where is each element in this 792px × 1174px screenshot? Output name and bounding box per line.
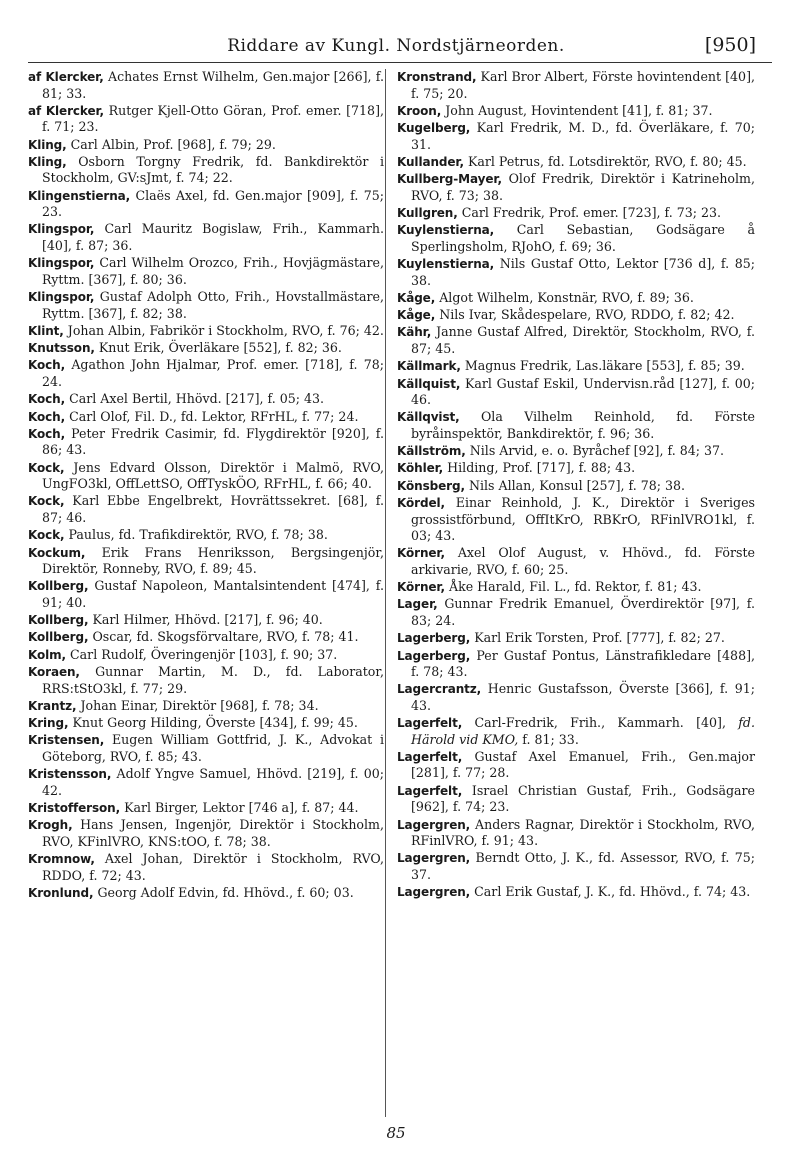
entry-text: Jens Edvard Olsson, Direktör i Malmö, RVO, UngFO3kl, OffLettSO, OffTyskÖO, RFrHL, f. 66; 40. — [42, 459, 384, 492]
entry-text: Achates Ernst Wilhelm, Gen.major [266], f. 81; 33. — [42, 69, 385, 101]
directory-entry — [397, 478, 755, 495]
directory-entry — [28, 221, 384, 254]
entry-italic-note: fd. Härold vid KMO, — [411, 715, 755, 747]
entry-surname: Kugelberg, — [397, 121, 471, 136]
entry-text: Carl Rudolf, Överingenjör [103], f. 90; 37. — [70, 646, 338, 662]
entry-surname: Kullberg-Mayer, — [397, 172, 502, 187]
entry-text: Johan Albin, Fabrikör i Stockholm, RVO, f. 76; 42. — [67, 322, 384, 338]
entry-surname: Lagerfelt, — [397, 749, 463, 764]
directory-entry — [397, 307, 755, 324]
directory-entry — [28, 493, 384, 526]
directory-entry — [397, 324, 755, 357]
entry-text: Carl Axel Bertil, Hhövd. [217], f. 05; 43. — [69, 391, 325, 407]
entry-text: John August, Hovintendent [41], f. 81; 37. — [445, 102, 713, 118]
directory-entry — [397, 171, 755, 204]
entry-surname: Klint, — [28, 323, 64, 338]
entry-text: Karl Erik Torsten, Prof. [777], f. 82; 27. — [474, 630, 725, 646]
entry-text: Knut Erik, Överläkare [552], f. 82; 36. — [98, 340, 342, 356]
directory-entry — [397, 256, 755, 289]
entry-surname: Kronlund, — [28, 885, 94, 900]
directory-entry — [397, 290, 755, 307]
entry-surname: Kling, — [28, 154, 67, 169]
entry-text: Ola Vilhelm Reinhold, fd. Förste byråinspektör, Bankdirektör, f. 96; 36. — [411, 409, 755, 441]
entry-text: Hilding, Prof. [717], f. 88; 43. — [447, 460, 636, 476]
entry-text: Einar Reinhold, J. K., Direktör i Sveriges grossistförbund, OffItKrO, RBKrO, RFinlVRO1kl, f. 03; 43. — [411, 495, 755, 544]
entry-text: Adolf Yngve Samuel, Hhövd. [219], f. 00; 42. — [42, 766, 384, 798]
directory-entry — [28, 323, 384, 340]
directory-entry — [28, 391, 384, 408]
entry-text: Åke Harald, Fil. L., fd. Rektor, f. 81; 43. — [448, 579, 702, 595]
entry-surname: Kähr, — [397, 325, 432, 340]
entry-text: Nils Gustaf Otto, Lektor [736 d], f. 85; 38. — [411, 256, 755, 288]
directory-entry — [397, 884, 755, 901]
directory-entry — [28, 289, 384, 322]
directory-entry — [397, 495, 755, 545]
header-rule — [28, 62, 772, 63]
directory-entry — [28, 612, 384, 629]
directory-entry — [397, 681, 755, 714]
entry-surname: Kullander, — [397, 154, 464, 169]
entry-text: Carl Fredrik, Prof. emer. [723], f. 73; 23. — [461, 204, 722, 220]
column-divider — [385, 69, 386, 1117]
entry-text: Karl Hilmer, Hhövd. [217], f. 96; 40. — [92, 612, 323, 628]
directory-entry — [397, 596, 755, 629]
directory-entry — [397, 630, 755, 647]
directory-entry — [28, 698, 384, 715]
entry-surname: Kollberg, — [28, 579, 89, 594]
entry-text: Eugen William Gottfrid, J. K., Advokat i Göteborg, RVO, f. 85; 43. — [42, 732, 384, 764]
entry-text: Karl Fredrik, M. D., fd. Överläkare, f. 70; 31. — [411, 120, 755, 152]
directory-entry — [397, 205, 755, 222]
entry-surname: Lagercrantz, — [397, 682, 482, 697]
entry-text: Anders Ragnar, Direktör i Stockholm, RVO, RFinlVRO, f. 91; 43. — [411, 816, 755, 849]
directory-entry — [397, 460, 755, 477]
entry-text: Georg Adolf Edvin, fd. Hhövd., f. 60; 03. — [97, 884, 354, 900]
entry-surname: Källmark, — [397, 359, 461, 374]
entry-text: Claës Axel, fd. Gen.major [909], f. 75; 23. — [42, 187, 384, 220]
directory-entry — [28, 629, 384, 646]
entry-surname: Lager, — [397, 597, 438, 612]
page-title: Riddare av Kungl. Nordstjärneorden. — [227, 36, 565, 56]
directory-entry — [397, 648, 755, 681]
directory-entry — [397, 154, 755, 171]
directory-entry — [397, 817, 755, 850]
right-column — [397, 69, 755, 901]
entry-text: Oscar, fd. Skogsförvaltare, RVO, f. 78; 41. — [92, 629, 359, 645]
directory-entry — [28, 715, 384, 732]
entry-surname: Klingspor, — [28, 290, 95, 305]
page-footer-number: 85 — [386, 1124, 406, 1142]
entry-surname: Lagergren, — [397, 851, 471, 866]
entry-text: Gunnar Martin, M. D., fd. Laborator, RRS:tStO3kl, f. 77; 29. — [42, 664, 384, 696]
entry-surname: Kristensson, — [28, 767, 112, 782]
directory-entry — [397, 850, 755, 883]
entry-surname: af Klercker, — [28, 70, 104, 84]
entry-surname: Kling, — [28, 137, 67, 152]
directory-entry — [28, 851, 384, 884]
entry-text: Hans Jensen, Ingenjör, Direktör i Stockholm, RVO, KFinlVRO, KNS:tOO, f. 78; 38. — [42, 817, 384, 849]
entry-text: Henric Gustafsson, Överste [366], f. 91; 43. — [411, 681, 755, 713]
entry-surname: Klingspor, — [28, 256, 95, 271]
entry-surname: Koch, — [28, 358, 66, 373]
directory-entry — [28, 460, 384, 493]
entry-text: Carl Sebastian, Godsägare å Sperlingsholm, RJohO, f. 69; 36. — [411, 222, 755, 254]
entry-surname: Kring, — [28, 716, 69, 731]
directory-entry — [28, 154, 384, 187]
directory-entry — [397, 749, 755, 782]
entry-surname: Körner, — [397, 546, 445, 561]
directory-entry — [28, 357, 384, 390]
entry-surname: Kåge, — [397, 290, 436, 305]
directory-entry — [397, 545, 755, 578]
directory-entry — [28, 137, 384, 154]
entry-text: Osborn Torgny Fredrik, fd. Bankdirektör i Stockholm, GV:sJmt, f. 74; 22. — [42, 153, 384, 186]
directory-entry — [28, 103, 384, 136]
entry-surname: Lagergren, — [397, 885, 471, 900]
directory-entry — [28, 340, 384, 357]
entry-text: Rutger Kjell-Otto Göran, Prof. emer. [718], f. 71; 23. — [42, 102, 384, 135]
directory-entry — [28, 885, 384, 902]
entry-text: Peter Fredrik Casimir, fd. Flygdirektör [920], f. 86; 43. — [42, 425, 385, 458]
entry-surname: Klingspor, — [28, 222, 95, 237]
entry-text: Nils Arvid, e. o. Byråchef [92], f. 84; 37. — [469, 443, 724, 459]
entry-surname: Lagerfelt, — [397, 716, 463, 731]
left-column — [28, 69, 384, 902]
entry-surname: Kockum, — [28, 545, 86, 560]
entry-surname: Könsberg, — [397, 478, 465, 493]
entry-text: Nils Ivar, Skådespelare, RVO, RDDO, f. 82; 42. — [439, 307, 735, 323]
entry-surname: Lagerberg, — [397, 631, 471, 646]
entry-surname: Krogh, — [28, 818, 73, 833]
entry-surname: Lagergren, — [397, 817, 471, 832]
directory-entry — [28, 255, 384, 288]
entry-surname: Koraen, — [28, 665, 80, 680]
directory-entry — [28, 817, 384, 850]
directory-entry — [397, 376, 755, 409]
entry-surname: Kolm, — [28, 647, 67, 662]
entry-text-tail: f. 81; 33. — [518, 731, 579, 747]
directory-entry — [397, 715, 755, 748]
entry-text: Carl Olof, Fil. D., fd. Lektor, RFrHL, f. 77; 24. — [69, 408, 359, 424]
directory-entry — [397, 120, 755, 153]
entry-surname: Källqvist, — [397, 410, 460, 425]
directory-entry — [28, 69, 384, 102]
entry-text: Agathon John Hjalmar, Prof. emer. [718], f. 78; 24. — [42, 357, 384, 389]
page-number-top: [950] — [704, 34, 756, 56]
entry-surname: Källquist, — [397, 376, 461, 391]
directory-entry — [397, 103, 755, 120]
entry-surname: Knutsson, — [28, 341, 95, 356]
entry-text: Israel Christian Gustaf, Frih., Godsägare [962], f. 74; 23. — [411, 782, 755, 815]
entry-text: Berndt Otto, J. K., fd. Assessor, RVO, f. 75; 37. — [411, 850, 755, 882]
entry-text: Gustaf Axel Emanuel, Frih., Gen.major [281], f. 77; 28. — [411, 748, 755, 781]
entry-text: Gunnar Fredrik Emanuel, Överdirektör [97], f. 83; 24. — [411, 596, 755, 628]
entry-surname: Krantz, — [28, 698, 77, 713]
directory-entry — [28, 732, 384, 765]
entry-surname: Kuylenstierna, — [397, 223, 495, 238]
entry-surname: Kristofferson, — [28, 801, 121, 816]
directory-entry — [28, 800, 384, 817]
entry-text: Olof Fredrik, Direktör i Katrineholm, RVO, f. 73; 38. — [411, 171, 755, 203]
entry-surname: Kroon, — [397, 103, 442, 118]
entry-surname: Kollberg, — [28, 630, 89, 645]
directory-entry — [397, 443, 755, 460]
entry-surname: Köhler, — [397, 461, 444, 476]
entry-text: Axel Johan, Direktör i Stockholm, RVO, RDDO, f. 72; 43. — [42, 851, 384, 883]
directory-entry — [397, 69, 755, 102]
entry-text: Carl Erik Gustaf, J. K., fd. Hhövd., f. 74; 43. — [474, 884, 751, 900]
entry-text: Carl Mauritz Bogislaw, Frih., Kammarh. [40], f. 87; 36. — [42, 221, 384, 253]
directory-entry — [28, 409, 384, 426]
entry-surname: af Klercker, — [28, 103, 105, 118]
entry-text: Erik Frans Henriksson, Bergsingenjör, Direktör, Ronneby, RVO, f. 89; 45. — [42, 544, 384, 577]
entry-surname: Källström, — [397, 444, 466, 459]
entry-text: Carl-Fredrik, Frih., Kammarh. [40], — [474, 715, 739, 731]
directory-entry — [397, 358, 755, 375]
entry-text: Nils Allan, Konsul [257], f. 78; 38. — [468, 477, 686, 493]
entry-surname: Lagerfelt, — [397, 783, 463, 798]
directory-entry — [28, 766, 384, 799]
entry-text: Karl Birger, Lektor [746 a], f. 87; 44. — [124, 800, 359, 816]
entry-surname: Kock, — [28, 460, 65, 475]
entry-surname: Kristensen, — [28, 733, 105, 748]
directory-entry — [397, 579, 755, 596]
entry-text: Karl Bror Albert, Förste hovintendent [40], f. 75; 20. — [411, 69, 755, 101]
entry-text: Karl Ebbe Engelbrekt, Hovrättssekret. [68], f. 87; 46. — [42, 493, 384, 525]
entry-text: Carl Wilhelm Orozco, Frih., Hovjägmästare, Ryttm. [367], f. 80; 36. — [42, 255, 384, 287]
entry-text: Carl Albin, Prof. [968], f. 79; 29. — [70, 136, 276, 152]
directory-entry — [397, 409, 755, 442]
entry-text: Algot Wilhelm, Konstnär, RVO, f. 89; 36. — [439, 289, 694, 305]
directory-entry — [28, 426, 384, 459]
entry-surname: Kromnow, — [28, 852, 95, 867]
entry-surname: Kronstrand, — [397, 70, 477, 84]
entry-surname: Körner, — [397, 580, 445, 595]
page-header — [28, 32, 764, 62]
entry-surname: Klingenstierna, — [28, 188, 131, 203]
entry-text: Gustaf Napoleon, Mantalsintendent [474], f. 91; 40. — [42, 578, 384, 610]
entry-surname: Lagerberg, — [397, 648, 471, 663]
entry-text: Knut Georg Hilding, Överste [434], f. 99; 45. — [72, 715, 358, 731]
directory-entry — [28, 578, 384, 611]
entry-text: Johan Einar, Direktör [968], f. 78; 34. — [80, 697, 319, 713]
directory-entry — [28, 647, 384, 664]
entry-text: Axel Olof August, v. Hhövd., fd. Förste arkivarie, RVO, f. 60; 25. — [411, 545, 755, 577]
entry-surname: Kock, — [28, 528, 65, 543]
directory-entry — [28, 188, 384, 221]
entry-text: Janne Gustaf Alfred, Direktör, Stockholm, RVO, f. 87; 45. — [411, 324, 756, 356]
directory-entry — [397, 783, 755, 816]
entry-text: Per Gustaf Pontus, Länstrafikledare [488], f. 78; 43. — [411, 647, 755, 680]
entry-surname: Kollberg, — [28, 613, 89, 628]
entry-surname: Koch, — [28, 426, 66, 441]
directory-entry — [28, 527, 384, 544]
entry-text: Karl Gustaf Eskil, Undervisn.råd [127], f. 00; 46. — [411, 375, 755, 408]
directory-entry — [28, 664, 384, 697]
entry-text: Paulus, fd. Trafikdirektör, RVO, f. 78; 38. — [68, 527, 328, 543]
entry-surname: Kullgren, — [397, 205, 458, 220]
directory-entry — [28, 545, 384, 578]
entry-surname: Kördel, — [397, 496, 445, 511]
entry-surname: Koch, — [28, 409, 66, 424]
entry-surname: Koch, — [28, 392, 66, 407]
entry-text: Magnus Fredrik, Las.läkare [553], f. 85; 39. — [464, 358, 745, 374]
entry-surname: Kåge, — [397, 308, 436, 323]
entry-text: Karl Petrus, fd. Lotsdirektör, RVO, f. 80; 45. — [467, 153, 747, 169]
entry-text: Gustaf Adolph Otto, Frih., Hovstallmästare, Ryttm. [367], f. 82; 38. — [42, 289, 384, 321]
directory-entry — [397, 222, 755, 255]
entry-surname: Kuylenstierna, — [397, 257, 495, 272]
entry-surname: Kock, — [28, 494, 65, 509]
